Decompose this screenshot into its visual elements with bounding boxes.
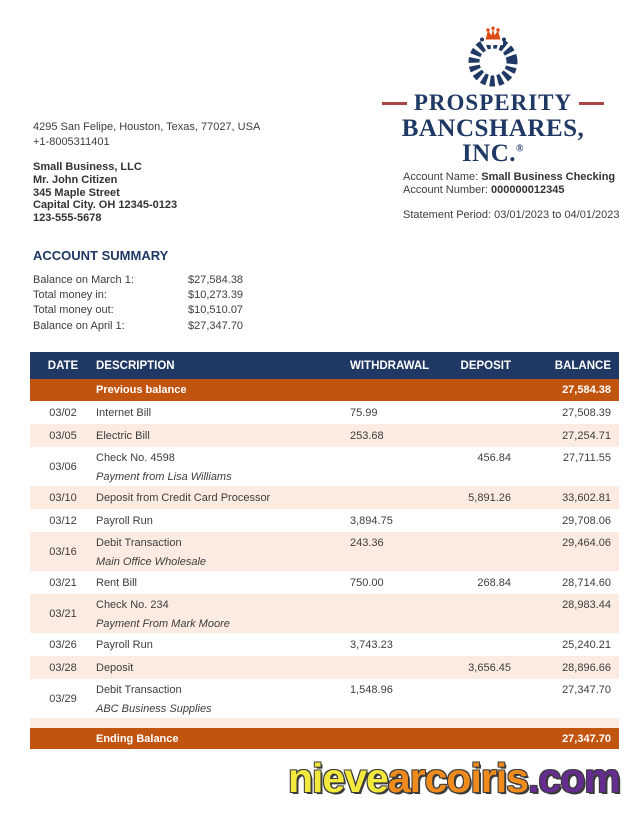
account-name-row: Account Name: Small Business Checking: [403, 171, 616, 183]
account-number-row: Account Number: 000000012345: [403, 184, 565, 196]
bank-phone: +1-8005311401: [33, 136, 110, 148]
table-row: 03/29 Debit Transaction ABC Business Supplies 1,548.96 27,347.70: [30, 679, 619, 718]
account-name-value: Small Business Checking: [481, 171, 616, 183]
header-deposit: DEPOSIT: [460, 359, 511, 372]
bank-contact-block: [33, 120, 260, 150]
logo-name-line1: [382, 90, 604, 116]
logo-right-dash: [579, 102, 604, 105]
header-description: DESCRIPTION: [96, 359, 175, 372]
header-withdrawal: WITHDRAWAL: [350, 359, 430, 372]
table-row: 03/26 Payroll Run 3,743.23 25,240.21: [30, 633, 619, 656]
account-number-value: 000000012345: [491, 184, 565, 196]
transaction-note: Payment From Mark Moore: [96, 618, 230, 630]
customer-name: Mr. John Citizen: [33, 173, 118, 186]
header-balance: BALANCE: [554, 359, 611, 372]
header-date: DATE: [47, 359, 79, 372]
account-summary-table: [33, 272, 278, 334]
transaction-note: ABC Business Supplies: [96, 703, 212, 715]
site-watermark: [288, 755, 628, 801]
account-summary-title: ACCOUNT SUMMARY: [33, 248, 169, 263]
previous-balance-row: [30, 379, 619, 401]
customer-street: 345 Maple Street: [33, 186, 120, 199]
transactions-table: [30, 352, 619, 749]
previous-balance-label: Previous balance: [96, 384, 187, 396]
logo-bancshares-text: BANCSHARES, INC.®: [401, 115, 585, 167]
table-row: 03/21 Check No. 234 Payment From Mark Moore 28,983.44: [30, 594, 619, 633]
bank-logo: [382, 26, 604, 166]
table-row: 03/28 Deposit 3,656.45 28,896.66: [30, 656, 619, 679]
registered-trademark: ®: [516, 143, 525, 155]
statement-period: Statement Period: 03/01/2023 to 04/01/2023: [403, 209, 620, 221]
ending-balance-label: Ending Balance: [96, 732, 179, 745]
watermark-part1: nieve: [288, 755, 388, 801]
table-header-row: [30, 352, 619, 379]
summary-row: Total money in: $10,273.39: [33, 289, 244, 302]
transaction-note: Payment from Lisa Williams: [96, 471, 232, 483]
table-row: 03/12 Payroll Run 3,894.75 29,708.06: [30, 509, 619, 532]
table-row: 03/10 Deposit from Credit Card Processor 5,891.26 33,602.81: [30, 486, 619, 509]
summary-row: Total money out: $10,510.07: [33, 304, 244, 317]
bank-address: 4295 San Felipe, Houston, Texas, 77027, USA: [33, 121, 261, 133]
logo-prosperity-text: PROSPERITY: [413, 90, 573, 115]
laurel-wreath-crown-icon: [432, 26, 554, 88]
previous-balance-amount: 27,584.38: [562, 384, 611, 396]
logo-left-dash: [382, 102, 407, 105]
summary-row: Balance on March 1: $27,584.38: [33, 273, 244, 286]
account-info-block: [403, 171, 620, 222]
table-row: 03/16 Debit Transaction Main Office Wholesale 243.36 29,464.06: [30, 532, 619, 571]
customer-address-block: [33, 161, 177, 225]
customer-city: Capital City. OH 12345-0123: [33, 199, 178, 212]
customer-company: Small Business, LLC: [33, 161, 142, 173]
watermark-part3: .com: [528, 755, 620, 801]
customer-phone: 123-555-5678: [33, 212, 102, 225]
table-row: 03/21 Rent Bill 750.00 268.84 28,714.60: [30, 571, 619, 594]
watermark-part2: arcoiris: [387, 755, 528, 801]
ending-balance-amount: 27,347.70: [562, 732, 611, 745]
spacer-row: [30, 718, 619, 728]
summary-row: Balance on April 1: $27,347.70: [33, 319, 244, 332]
table-row: 03/02 Internet Bill 75.99 27,508.39: [30, 401, 619, 424]
table-row: 03/05 Electric Bill 253.68 27,254.71: [30, 424, 619, 447]
transaction-rows: [30, 401, 619, 728]
ending-balance-row: [30, 728, 619, 749]
table-row: 03/06 Check No. 4598 Payment from Lisa Williams 456.84 27,711.55: [30, 447, 619, 486]
transaction-note: Main Office Wholesale: [96, 556, 207, 568]
